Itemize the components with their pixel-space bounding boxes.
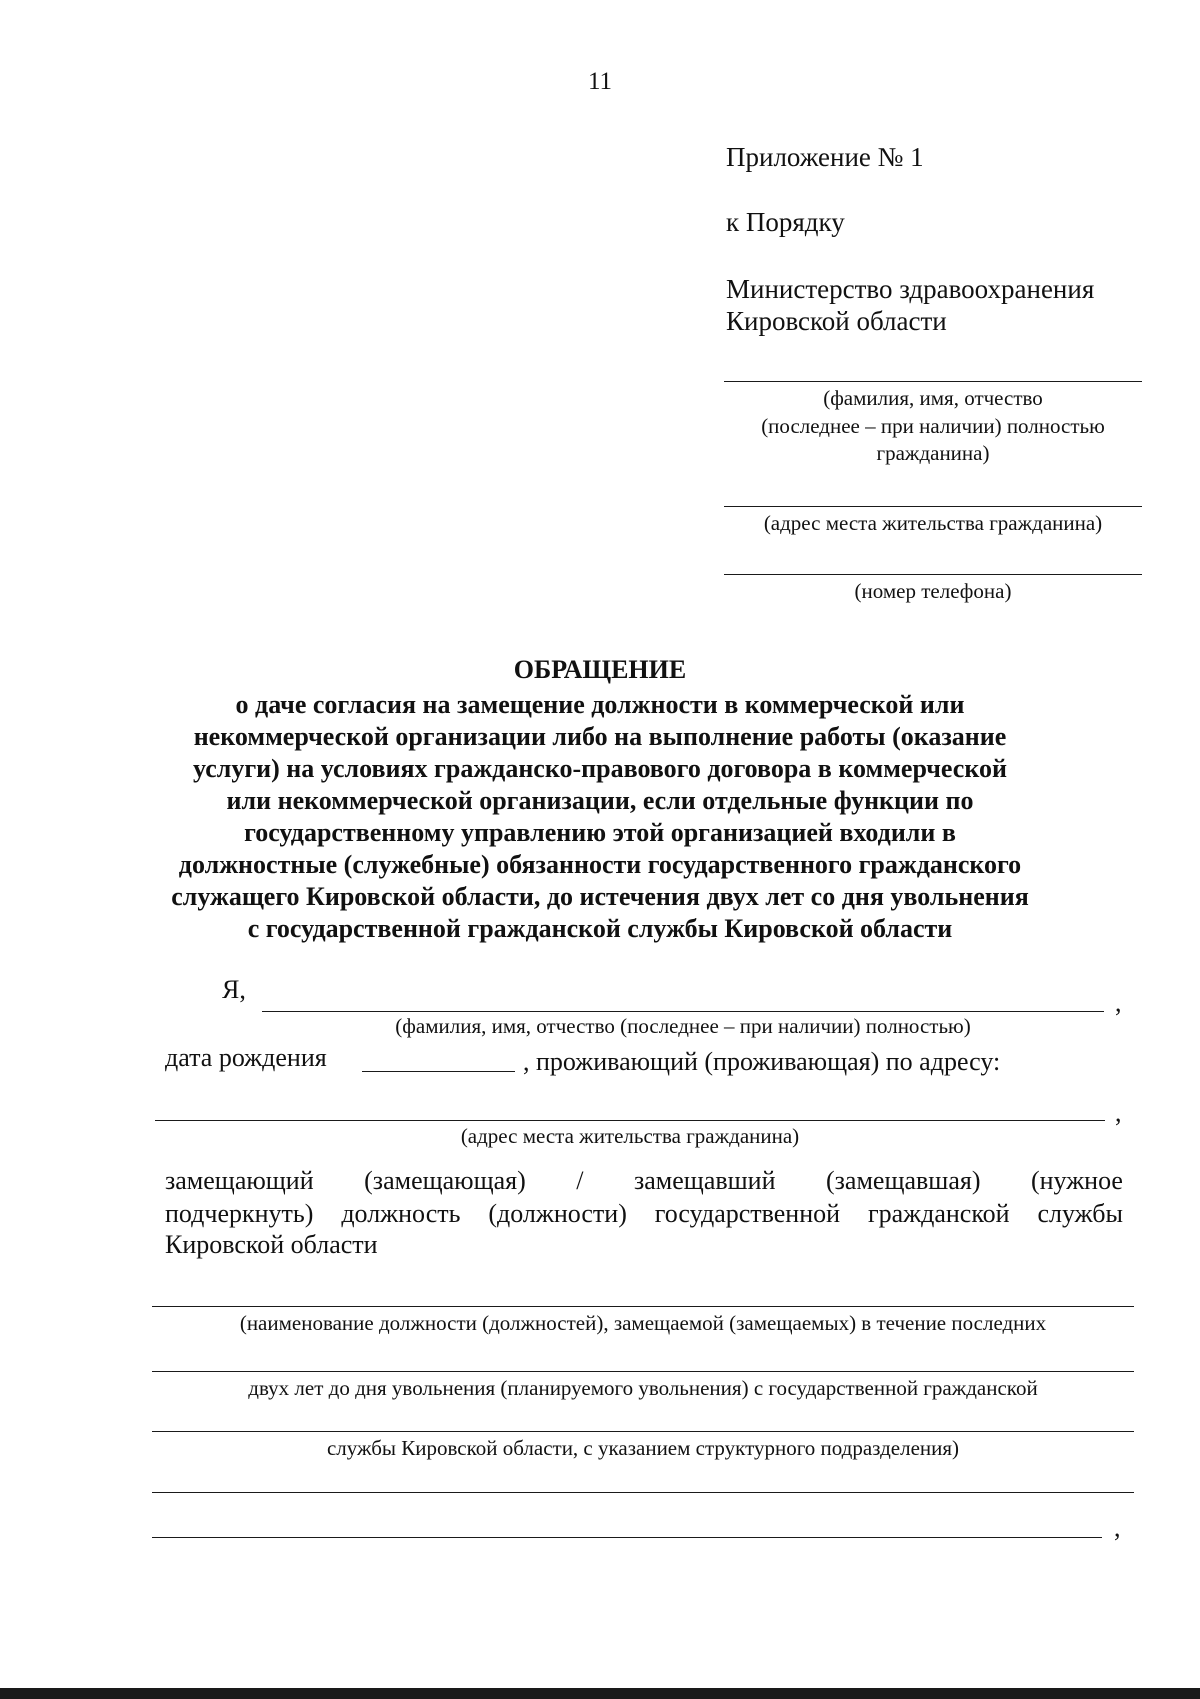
word: гражданской bbox=[867, 1199, 1010, 1228]
title-line-2: некоммерческой организации либо на выполнение работы (оказание bbox=[193, 722, 1007, 751]
phone-blank-line[interactable] bbox=[724, 574, 1142, 575]
position-text-line-1 bbox=[165, 1166, 1123, 1196]
position-comma: , bbox=[1114, 1513, 1121, 1542]
word: должность bbox=[341, 1199, 461, 1228]
address-comma: , bbox=[1115, 1098, 1122, 1127]
title-line-5: государственному управлению этой организацией входили в bbox=[244, 818, 956, 847]
position-input-line-4[interactable] bbox=[152, 1492, 1134, 1493]
position-input-line-5[interactable] bbox=[152, 1537, 1102, 1538]
word: (нужное bbox=[1030, 1166, 1123, 1195]
appendix-label: Приложение № 1 bbox=[726, 142, 924, 172]
word: (замещающая) bbox=[364, 1166, 526, 1195]
fio-caption-3: гражданина) bbox=[876, 441, 990, 465]
fio-comma: , bbox=[1115, 988, 1122, 1017]
scan-edge-bar bbox=[0, 1688, 1200, 1699]
position-caption-2: двух лет до дня увольнения (планируемого увольнения) с государственной гражданской bbox=[248, 1376, 1038, 1400]
position-input-line-1[interactable] bbox=[152, 1306, 1134, 1307]
word: (замещавшая) bbox=[826, 1166, 981, 1195]
title-line-1: о даче согласия на замещение должности в коммерческой или bbox=[235, 690, 965, 719]
fio-caption-1: (фамилия, имя, отчество bbox=[823, 386, 1043, 410]
to-order-label: к Порядку bbox=[726, 207, 845, 237]
word: / bbox=[576, 1166, 584, 1195]
word: (должности) bbox=[488, 1199, 627, 1228]
document-heading: ОБРАЩЕНИЕ bbox=[513, 655, 687, 684]
position-input-line-2[interactable] bbox=[152, 1371, 1134, 1372]
position-caption-3: службы Кировской области, с указанием структурного подразделения) bbox=[326, 1436, 960, 1460]
residence-address-caption: (адрес места жительства гражданина) bbox=[460, 1124, 800, 1148]
page-number: 11 bbox=[587, 68, 613, 95]
ministry-line-2: Кировской области bbox=[726, 306, 947, 336]
title-line-7: служащего Кировской области, до истечения двух лет со дня увольнения bbox=[171, 882, 1029, 911]
fio-caption-2: (последнее – при наличии) полностью bbox=[761, 414, 1105, 438]
word: замещающий bbox=[165, 1166, 314, 1195]
word: подчеркнуть) bbox=[165, 1199, 314, 1228]
fio-input-line[interactable] bbox=[262, 1011, 1104, 1012]
word: замещавший bbox=[634, 1166, 776, 1195]
birth-date-input-line[interactable] bbox=[362, 1071, 515, 1072]
address-blank-line[interactable] bbox=[724, 506, 1142, 507]
position-text-line-3: Кировской области bbox=[165, 1230, 378, 1259]
address-caption: (адрес места жительства гражданина) bbox=[763, 511, 1103, 535]
fio-blank-line[interactable] bbox=[724, 381, 1142, 382]
living-label: , проживающий (проживающая) по адресу: bbox=[523, 1047, 1001, 1076]
title-line-3: услуги) на условиях гражданско-правового договора в коммерческой bbox=[193, 754, 1007, 783]
residence-address-line[interactable] bbox=[155, 1120, 1105, 1121]
birth-date-label: дата рождения bbox=[165, 1043, 327, 1072]
ministry-line-1: Министерство здравоохранения bbox=[726, 274, 1095, 304]
phone-caption: (номер телефона) bbox=[854, 579, 1012, 603]
title-line-8: с государственной гражданской службы Кировской области bbox=[247, 914, 953, 943]
position-caption-1: (наименование должности (должностей), замещаемой (замещаемых) в течение последних bbox=[239, 1311, 1047, 1335]
fio-input-caption: (фамилия, имя, отчество (последнее – при наличии) полностью) bbox=[395, 1014, 971, 1038]
title-line-4: или некоммерческой организации, если отдельные функции по bbox=[226, 786, 974, 815]
title-line-6: должностные (служебные) обязанности государственного гражданского bbox=[178, 850, 1022, 879]
position-text-line-2 bbox=[165, 1199, 1123, 1229]
position-input-line-3[interactable] bbox=[152, 1431, 1134, 1432]
word: государственной bbox=[654, 1199, 841, 1228]
word: службы bbox=[1037, 1199, 1123, 1228]
ya-label: Я, bbox=[222, 975, 246, 1004]
